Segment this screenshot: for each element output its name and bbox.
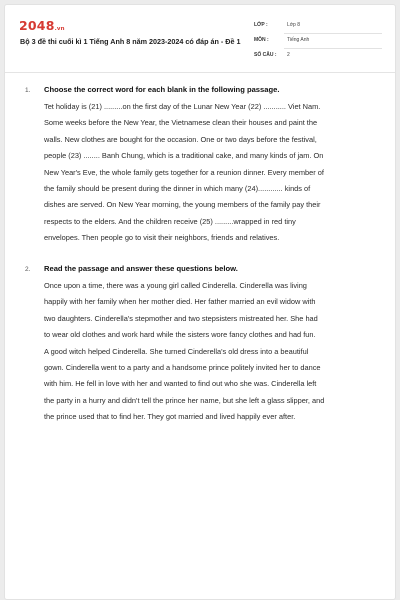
- meta-subject: [254, 35, 382, 49]
- passage-line: Once upon a time, there was a young girl called Cinderella. Cinderella was living: [44, 281, 307, 290]
- question-passage: [44, 99, 386, 247]
- passage-line: happily with her family when her mother died. Her father married an evil widow with: [44, 297, 316, 307]
- passage-line: the family should be present during the dinner in which many (24)............ kinds of: [44, 184, 311, 194]
- passage-line: Some weeks before the New Year, the Vietnamese clean their houses and paint the: [44, 118, 318, 128]
- passage-line: A good witch helped Cinderella. She turned Cinderella's old dress into a beautiful: [44, 346, 309, 356]
- document-header: [5, 5, 395, 73]
- question-number: 2.: [25, 266, 31, 273]
- passage-line: Tet holiday is (21) .........on the first day of the Lunar New Year (22) ........... Viet Nam.: [44, 102, 321, 111]
- passage-line: respects to the elders. And the children receive (25) .........wrapped in red tiny: [44, 216, 296, 226]
- meta-count-key: SỐ CÂU :: [254, 52, 277, 58]
- passage-line: people (23) ........ Banh Chung, which is a traditional cake, and many kinds of jam. On: [44, 151, 324, 161]
- meta-count-value: 2: [287, 52, 290, 58]
- passage-line: envelopes. Then people go to visit their neighbors, friends and relatives.: [44, 233, 280, 243]
- passage-line: with him. He fell in love with her and wanted to find out who she was. Cinderella left: [44, 379, 317, 389]
- question-passage: [44, 278, 386, 426]
- document-page: [4, 4, 396, 600]
- logo-text: 2048: [19, 18, 55, 33]
- passage-line: New Year's Eve, the whole family gets together for a reunion dinner. Every member of: [44, 167, 324, 177]
- meta-class-key: LỚP :: [254, 22, 268, 28]
- passage-line: the prince used that to find her. They got married and lived happily ever after.: [44, 412, 296, 422]
- meta-subject-value: Tiếng Anh: [287, 37, 310, 43]
- question-heading: Read the passage and answer these questions below.: [44, 264, 238, 273]
- meta-count: [254, 50, 382, 64]
- passage-line: the party in a hurry and didn't tell the prince her name, but she left a glass slipper, and: [44, 395, 325, 405]
- site-logo[interactable]: [19, 18, 65, 33]
- passage-line: gown. Cinderella went to a party and a handsome prince politely invited her to dance: [44, 363, 321, 373]
- passage-line: walls. New clothes are bought for the occasion. One or two days before the festival,: [44, 134, 317, 144]
- question-heading: Choose the correct word for each blank in the following passage.: [44, 85, 280, 94]
- document-title: Bộ 3 đề thi cuối kì 1 Tiếng Anh 8 năm 2023-2024 có đáp án - Đề 1: [20, 37, 241, 46]
- meta-divider: [284, 48, 382, 49]
- passage-line: to wear old clothes and work hard while the sisters wore fancy clothes and had fun.: [44, 330, 316, 340]
- meta-subject-key: MÔN :: [254, 37, 269, 43]
- question-number: 1.: [25, 87, 31, 94]
- meta-class-value: Lớp 8: [287, 22, 301, 28]
- passage-line: dishes are served. On New Year morning, the young members of the family pay their: [44, 200, 321, 210]
- passage-line: two daughters. Cinderella's stepmother and two stepsisters mistreated her. She had: [44, 313, 318, 323]
- meta-divider: [284, 33, 382, 34]
- meta-class: [254, 20, 382, 34]
- logo-suffix: .vn: [54, 26, 65, 32]
